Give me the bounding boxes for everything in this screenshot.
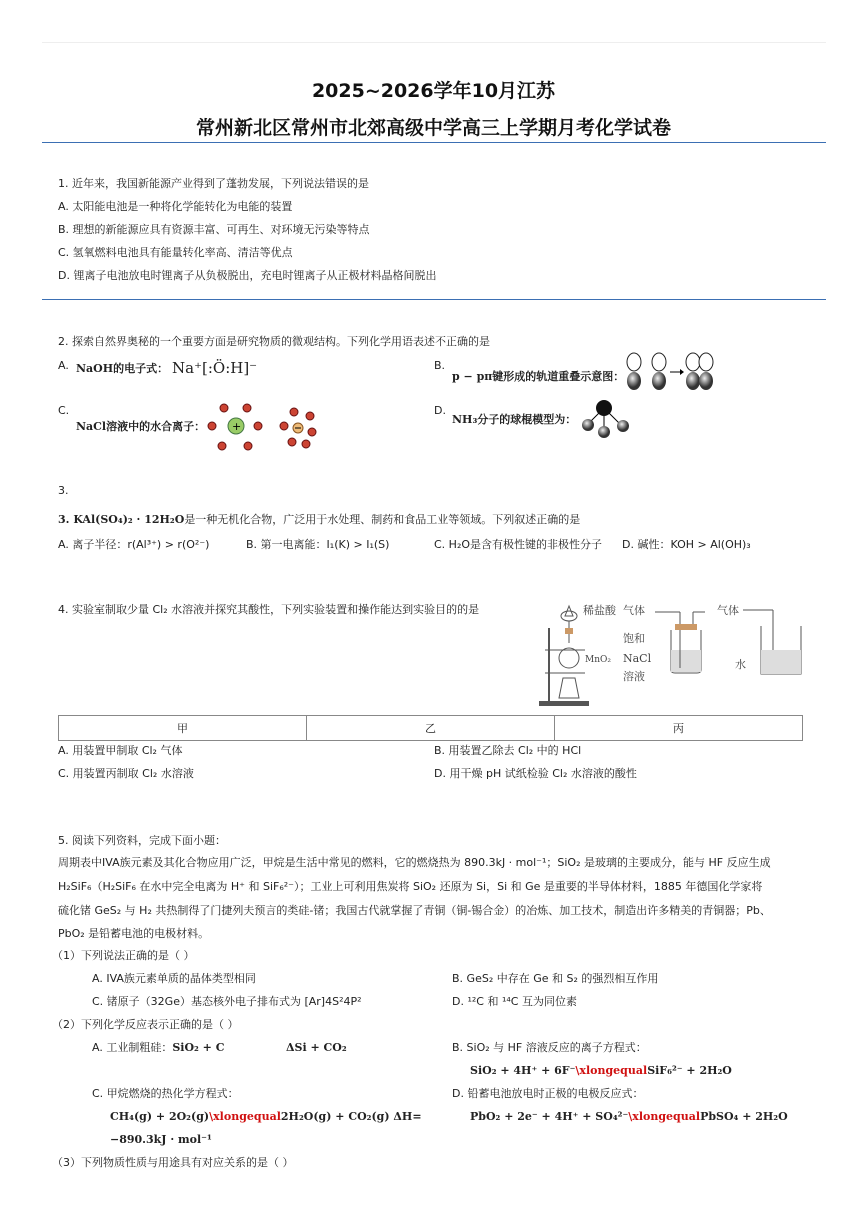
option-c: C. 甲烷燃烧的热化学方程式： [92,1087,239,1100]
option-c: C. 氢氧燃料电池具有能量转化率高、清洁等优点 [58,246,293,259]
question-stem: 2. 探索自然界奥秘的一个重要方面是研究物质的微观结构。下列化学用语表述不正确的是 [58,335,490,348]
nh3-ball-stick-figure [578,398,633,440]
option-d-text: NH₃分子的球棍模型为： [452,413,577,426]
render-error-text: \xlongequal [575,1064,648,1077]
label-gas: 气体 [623,604,645,617]
subquestion-2-stem: （2）下列化学反应表示正确的是（ ） [52,1018,239,1031]
label-nacl: 饱和 [623,632,645,645]
question-3-number: 3. [58,484,69,497]
option-a: A. 工业制粗硅： [92,1041,173,1054]
page-title-line2: 常州新北区常州市北郊高级中学高三上学期月考化学试卷 [195,117,671,139]
passage-line: PbO₂ 是铅蓄电池的电极材料。 [58,927,210,940]
equation: ΔSi + CO₂ [286,1041,347,1054]
option-c: C. 用装置丙制取 Cl₂ 水溶液 [58,767,194,780]
option-a-letter: A. [58,359,69,372]
option-c-letter: C. [58,404,70,417]
table-cell: 丙 [555,716,803,741]
label-gas: 气体 [717,604,739,617]
equation: 2H₂O(g) + CO₂(g) ΔH= [280,1110,422,1123]
option-b-text: p − pπ键形成的轨道重叠示意图： [452,370,625,383]
option-b: B. SiO₂ 与 HF 溶液反应的离子方程式： [452,1041,647,1054]
render-error-text: \xlongequal [628,1110,701,1123]
divider [42,142,826,143]
option-b: B. GeS₂ 中存在 Ge 和 S₂ 的强烈相互作用 [452,972,659,985]
hydrated-ions-figure [200,400,335,455]
question-stem: 5. 阅读下列资料，完成下面小题： [58,834,226,847]
svg-text:+: + [232,420,242,433]
passage-line: H₂SiF₆（H₂SiF₆ 在水中完全电离为 H⁺ 和 SiF₆²⁻）；工业上可利用焦炭将 SiO₂ 还原为 Si，Si 和 Ge 是重要的半导体材料，1885 年德国化学家将 [58,880,763,893]
equation: PbSO₄ + 2H₂O [700,1110,788,1123]
render-error-text: \xlongequal [209,1110,281,1123]
label-water: 水 [735,658,746,671]
question-stem: 4. 实验室制取少量 Cl₂ 水溶液并探究其酸性，下列实验装置和操作能达到实验目的的是 [58,603,480,616]
option-a: A. 离子半径：r(Al³⁺) > r(O²⁻) [58,538,210,551]
question-stem: 是一种无机化合物，广泛用于水处理、制药和食品工业等领域。下列叙述正确的是 [184,513,581,526]
option-b: B. 理想的新能源应具有资源丰富、可再生、对环境无污染等特点 [58,223,370,236]
option-d: D. ¹²C 和 ¹⁴C 互为同位素 [452,995,577,1008]
option-a: A. 用装置甲制取 Cl₂ 气体 [58,744,183,757]
passage-line: 硫化锗 GeS₂ 与 H₂ 共热制得了门捷列夫预言的类硅-锗；我国古代就掌握了青铜（铜-锡合金）的冶炼、加工技术，制造出许多精美的青铜器；Pb、 [58,904,771,917]
equation: CH₄(g) + 2O₂(g) [110,1110,210,1123]
equation: SiO₂ + C [172,1041,225,1054]
option-d: D. 铅蓄电池放电时正极的电极反应式： [452,1087,644,1100]
option-c: C. 锗原子（32Ge）基态核外电子排布式为 [Ar]4S²4P² [92,995,362,1008]
option-d: D. 用干燥 pH 试纸检验 Cl₂ 水溶液的酸性 [434,767,637,780]
label-acid: 稀盐酸 [583,604,616,617]
option-b: B. 第一电离能：I₁(K) > I₁(S) [246,538,390,551]
option-c-text: NaCl溶液中的水合离子： [76,420,206,433]
option-b: B. 用装置乙除去 Cl₂ 中的 HCl [434,744,582,757]
equation: −890.3kJ · mol⁻¹ [110,1133,212,1146]
label-nacl: NaCl [623,652,652,665]
question-stem: 1. 近年来，我国新能源产业得到了蓬勃发展，下列说法错误的是 [58,177,369,190]
apparatus-figure [535,598,815,713]
option-d-letter: D. [434,404,446,417]
option-c: C. H₂O是含有极性键的非极性分子 [434,538,603,551]
naoh-electron-formula: Na⁺[:Ö:H]⁻ [172,359,258,377]
passage-line: 周期表中IVA族元素及其化合物应用广泛，甲烷是生活中常见的燃料，它的燃烧热为 890.3kJ · mol⁻¹；SiO₂ 是玻璃的主要成分，能与 HF 反应生成 [58,856,771,869]
label-mno2: MnO₂ [585,655,611,665]
table-cell: 甲 [59,716,307,741]
option-d: D. 碱性：KOH > Al(OH)₃ [622,538,751,551]
table-cell: 乙 [307,716,555,741]
option-d: D. 锂离子电池放电时锂离子从负极脱出，充电时锂离子从正极材料晶格间脱出 [58,269,437,282]
option-b-letter: B. [434,359,446,372]
page-title-line1: 2025~2026学年10月江苏 [311,80,556,102]
subquestion-3-stem: （3）下列物质性质与用途具有对应关系的是（ ） [52,1156,294,1169]
option-a: A. IVA族元素单质的晶体类型相同 [92,972,256,985]
apparatus-table [58,715,803,741]
formula: 3. KAl(SO₄)₂ · 12H₂O [58,513,185,526]
top-divider [42,42,826,43]
subquestion-1-stem: （1）下列说法正确的是（ ） [52,949,195,962]
option-a: A. 太阳能电池是一种将化学能转化为电能的装置 [58,200,293,213]
equation: PbO₂ + 2e⁻ + 4H⁺ + SO₄²⁻ [470,1110,629,1123]
label-nacl: 溶液 [623,670,645,683]
option-a-text: NaOH的电子式： [76,362,169,375]
divider [42,299,826,300]
equation: SiO₂ + 4H⁺ + 6F⁻ [470,1064,576,1077]
equation: SiF₆²⁻ + 2H₂O [647,1064,732,1077]
orbital-overlap-figure [622,352,717,392]
